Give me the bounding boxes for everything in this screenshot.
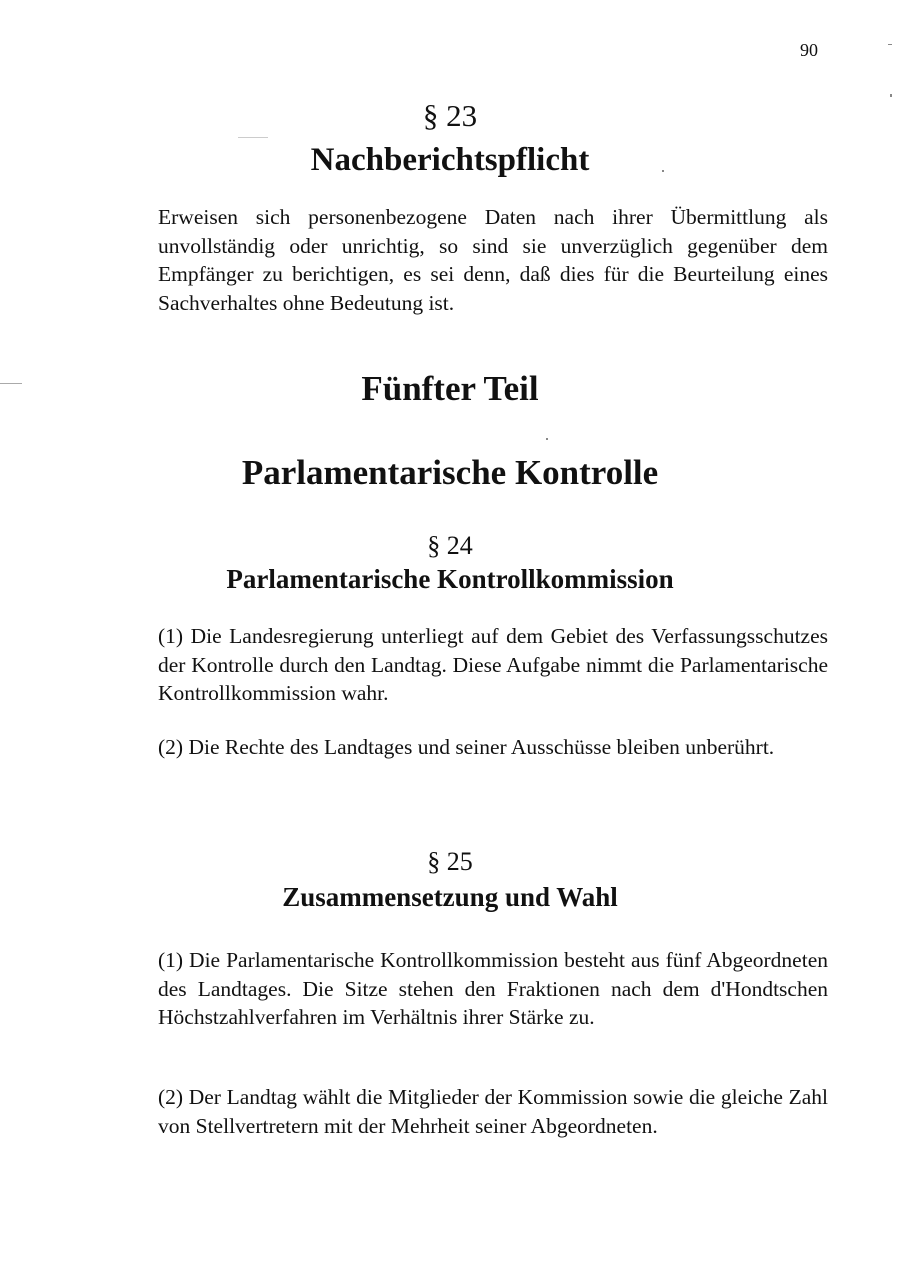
section-24-paragraph-2: (2) Die Rechte des Landtages und seiner Ausschüsse bleiben unberührt.: [158, 735, 775, 759]
section-25-paragraph-2: (2) Der Landtag wählt die Mitglieder der Kommission sowie die gleiche Zahl von Stellvertretern mit der Mehrheit seiner Abgeordneten.: [158, 1085, 828, 1138]
section-23-title: Nachberichtspflicht: [310, 142, 590, 178]
scan-speck: [662, 170, 664, 172]
scan-speck: [546, 438, 548, 440]
section-24-paragraph-1: (1) Die Landesregierung unterliegt auf dem Gebiet des Verfassungsschutzes der Kontrolle durch den Landtag. Diese Aufgabe nimmt die Parlamentarische Kontrollkommission wahr.: [158, 624, 828, 705]
scan-speck: [238, 137, 268, 138]
section-23-sign: § 23: [422, 98, 478, 133]
section-24-title: Parlamentarische Kontrollkommission: [226, 564, 674, 594]
section-24-sign: § 24: [427, 531, 473, 560]
section-23-text: Erweisen sich personenbezogene Daten nach ihrer Übermittlung als unvollständig oder unrichtig, so sind sie unverzüglich gegenüber dem Empfänger zu berichtigen, es sei denn, daß dies für die Beurteilung eines Sachverhaltes ohne Bedeutung ist.: [158, 205, 828, 315]
scan-speck: [888, 44, 892, 45]
section-25-title: Zusammensetzung und Wahl: [282, 882, 618, 912]
scan-speck: [0, 383, 22, 384]
part-5-subtitle: Parlamentarische Kontrolle: [241, 453, 659, 492]
part-5-title: Fünfter Teil: [361, 369, 539, 408]
section-25-paragraph-1: (1) Die Parlamentarische Kontrollkommission besteht aus fünf Abgeordneten des Landtages. Die Sitze stehen den Fraktionen nach dem d'Hondtschen Höchstzahlverfahren im Verhältnis ihrer Stärke zu.: [158, 948, 828, 1029]
scan-speck: [890, 94, 892, 97]
page-number: 90: [800, 40, 818, 60]
section-25-sign: § 25: [427, 847, 473, 876]
